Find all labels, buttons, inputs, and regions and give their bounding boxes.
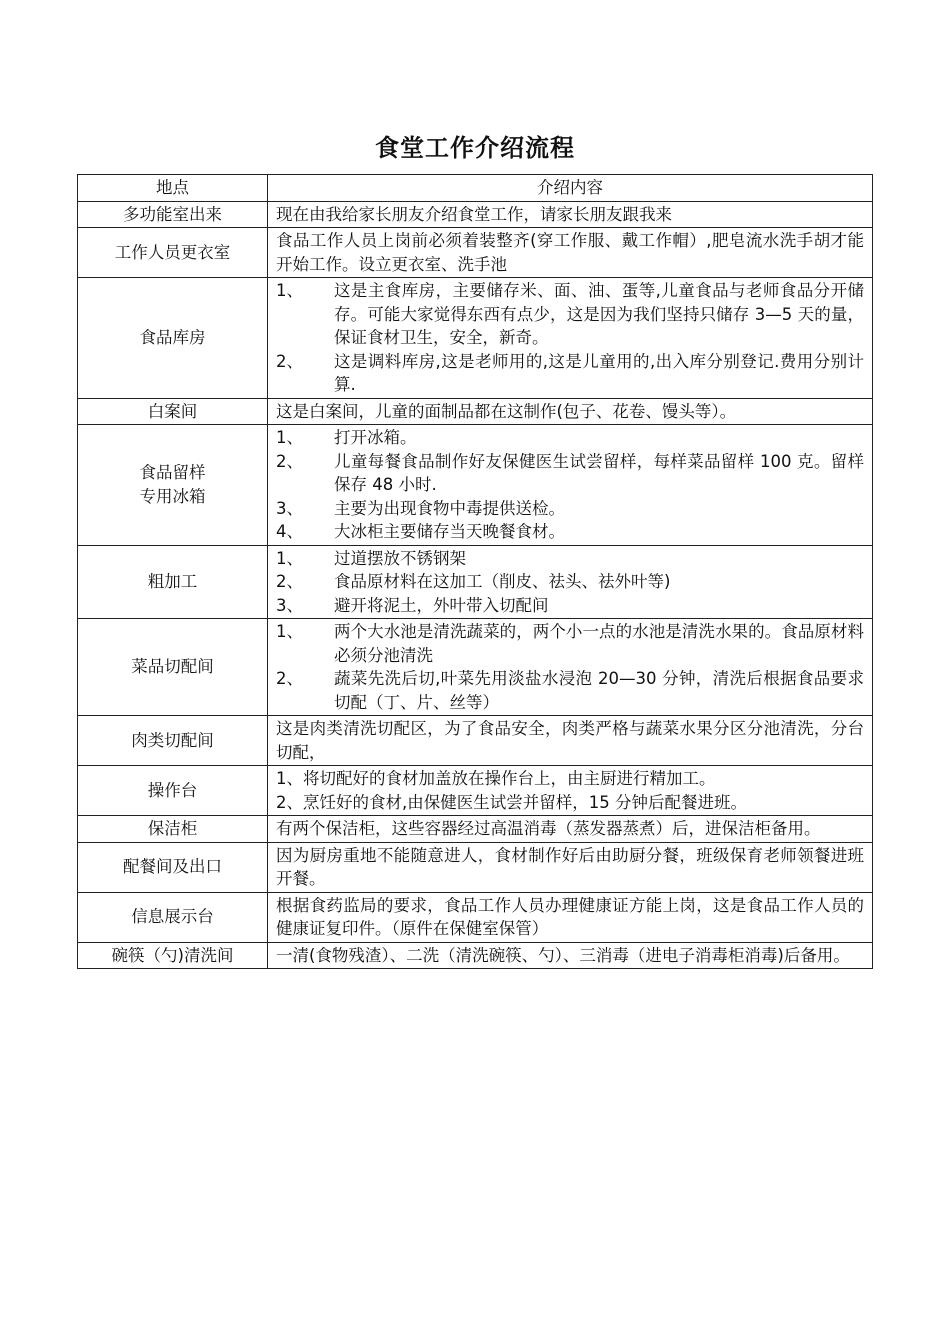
item-number: 2、 [276, 669, 303, 688]
item-text: 大冰柜主要储存当天晚餐食材。 [334, 522, 565, 541]
header-content: 介绍内容 [268, 175, 873, 202]
content-cell [268, 619, 873, 716]
location-name: 保洁柜 [147, 819, 198, 838]
item-text: 蔬菜先洗后切,叶菜先用淡盐水浸泡 20—30 分钟，清洗后根据食品要求切配（丁、片、丝等） [334, 669, 864, 712]
location-cell [78, 942, 268, 969]
location-name: 菜品切配间 [131, 657, 214, 677]
table-row [78, 398, 873, 425]
numbered-item [276, 279, 864, 350]
item-text: 打开冰箱。 [334, 428, 417, 447]
location-name: 粗加工 [147, 572, 198, 591]
item-text: 这是主食库房，主要储存米、面、油、蛋等,儿童食品与老师食品分开储存。可能大家觉得东西有点少，这是因为我们坚持只储存 3—5 天的量，保证食材卫生，安全，新奇。 [334, 281, 864, 347]
location-cell [78, 619, 268, 716]
content-text: 这是白案间，儿童的面制品都在这制作(包子、花卷、馒头等）。 [276, 401, 737, 421]
location-name: 操作台 [147, 780, 198, 800]
table-body [78, 201, 873, 969]
item-text: 食品原材料在这加工（削皮、祛头、祛外叶等) [334, 572, 671, 591]
content-cell [268, 278, 873, 399]
location-cell [78, 201, 268, 228]
content-cell [268, 201, 873, 228]
location-cell [78, 398, 268, 425]
location-cell [78, 716, 268, 766]
item-text: 主要为出现食物中毒提供送检。 [334, 498, 565, 518]
header-place: 地点 [78, 175, 268, 202]
item-text: 过道摆放不锈钢架 [334, 548, 466, 568]
location-name: 食品留样 [139, 463, 206, 483]
numbered-item [276, 497, 864, 521]
location-cell [78, 766, 268, 816]
location-cell [78, 892, 268, 942]
content-text: 因为厨房重地不能随意进人，食材制作好后由助厨分餐，班级保育老师领餐进班开餐。 [276, 845, 864, 888]
content-cell [268, 716, 873, 766]
item-number: 1、 [276, 281, 303, 300]
content-text: 现在由我给家长朋友介绍食堂工作，请家长朋友跟我来 [276, 204, 672, 224]
item-number: 2、 [276, 572, 303, 591]
item-text: 两个大水池是清洗蔬菜的，两个小一点的水池是清洗水果的。食品原材料必须分池清洗 [334, 622, 864, 665]
location-name: 工作人员更衣室 [114, 242, 231, 262]
table-row [78, 942, 873, 969]
numbered-item [276, 520, 864, 544]
content-cell [268, 842, 873, 892]
numbered-item [276, 620, 864, 667]
content-cell [268, 892, 873, 942]
location-name: 多功能室出来 [123, 204, 222, 224]
table-header-row [78, 175, 873, 202]
table-row [78, 278, 873, 399]
numbered-item [276, 450, 864, 497]
item-number: 1、 [276, 428, 303, 447]
item-text: 避开将泥土，外叶带入切配间 [334, 595, 549, 615]
content-line: 2、烹饪好的食材,由保健医生试尝并留样，15 分钟后配餐进班。 [276, 792, 747, 812]
item-text: 这是调料库房,这是老师用的,这是儿童用的,出入库分别登记.费用分别计算. [334, 351, 864, 394]
item-number: 2、 [276, 351, 303, 371]
content-text: 有两个保洁柜，这些容器经过高温消毒（蒸发器蒸煮）后，进保洁柜备用。 [276, 819, 821, 838]
item-number: 3、 [276, 498, 303, 518]
item-number: 4、 [276, 522, 303, 541]
location-cell [78, 842, 268, 892]
page-title: 食堂工作介绍流程 [375, 134, 575, 162]
location-name: 白案间 [147, 401, 198, 421]
content-text: 一清(食物残渣）、二洗（清洗碗筷、勺）、三消毒（进电子消毒柜消毒)后备用。 [276, 945, 850, 965]
location-name: 专用冰箱 [139, 486, 206, 506]
content-cell [268, 398, 873, 425]
table-row [78, 892, 873, 942]
content-cell [268, 545, 873, 619]
item-number: 1、 [276, 622, 303, 641]
table-row [78, 816, 873, 843]
intro-table [77, 174, 873, 969]
content-text: 这是肉类清洗切配区，为了食品安全，肉类严格与蔬菜水果分区分池清洗，分台切配， [276, 719, 864, 762]
content-cell [268, 425, 873, 546]
location-name: 配餐间及出口 [123, 857, 222, 877]
content-cell [268, 816, 873, 843]
location-cell [78, 228, 268, 278]
numbered-item [276, 426, 864, 450]
table-row [78, 425, 873, 546]
table-row [78, 228, 873, 278]
item-text: 儿童每餐食品制作好友保健医生试尝留样，每样菜品留样 100 克。留样保存 48 小时. [334, 451, 864, 494]
location-cell [78, 278, 268, 399]
location-name: 碗筷（勺)清洗间 [111, 945, 234, 965]
table-row [78, 842, 873, 892]
location-name: 信息展示台 [131, 907, 214, 927]
numbered-item [276, 547, 864, 571]
table-row [78, 545, 873, 619]
content-cell [268, 228, 873, 278]
content-text: 食品工作人员上岗前必须着装整齐(穿工作服、戴工作帽）,肥皂流水洗手胡才能开始工作。设立更衣室、洗手池 [276, 231, 864, 274]
location-name: 肉类切配间 [131, 730, 214, 750]
location-cell [78, 545, 268, 619]
content-text: 根据食药监局的要求，食品工作人员办理健康证方能上岗，这是食品工作人员的健康证复印件。（原件在保健室保管） [276, 895, 864, 938]
table-row [78, 766, 873, 816]
table-row [78, 619, 873, 716]
numbered-item [276, 350, 864, 397]
item-number: 1、 [276, 548, 303, 568]
item-number: 3、 [276, 595, 303, 615]
location-cell [78, 816, 268, 843]
table-row [78, 201, 873, 228]
content-cell [268, 766, 873, 816]
table-row [78, 716, 873, 766]
content-cell [268, 942, 873, 969]
location-name: 食品库房 [139, 328, 206, 347]
content-line: 1、将切配好的食材加盖放在操作台上，由主厨进行精加工。 [276, 769, 716, 788]
item-number: 2、 [276, 451, 303, 471]
numbered-item [276, 570, 864, 594]
numbered-item [276, 667, 864, 714]
location-cell [78, 425, 268, 546]
numbered-item [276, 594, 864, 618]
